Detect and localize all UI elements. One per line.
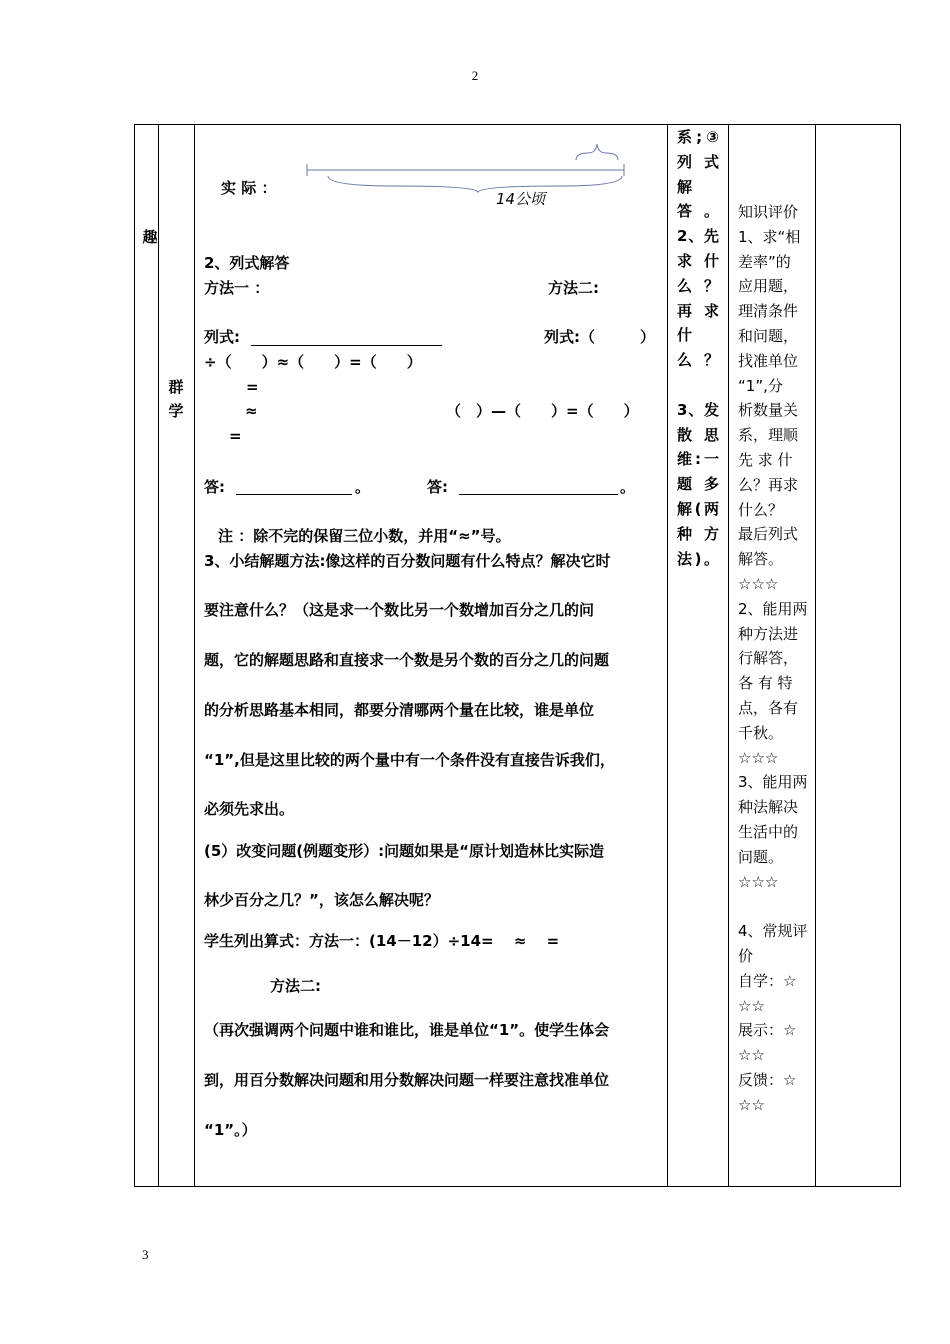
formula-blank: [251, 345, 442, 346]
actual-label: 实 际 ：: [221, 179, 277, 197]
table-divider: [667, 124, 668, 1187]
student-formula: 学生列出算式：方法一：(14－12）÷14= ≈ =: [204, 932, 560, 950]
table-divider: [194, 124, 195, 1187]
footer-number: 3: [142, 1247, 149, 1262]
table-divider: [815, 124, 816, 1187]
equals-sign: =: [246, 378, 259, 396]
table-divider: [158, 124, 159, 1187]
table-divider: [728, 124, 729, 1187]
note-text: 注 ：除不完的保留三位小数，并用“≈”号。: [218, 527, 511, 545]
line-segment-diagram: [300, 140, 640, 215]
method1-label: 方法一 ：: [204, 279, 270, 297]
variation-line: (5）改变问题(例题变形）:问题如果是“原计划造林比实际造: [204, 842, 605, 860]
method2-label: 方法二:: [548, 279, 599, 297]
evaluation-column: 知识评价 1、求“相 差率”的 应用题， 理清条件 和问题， 找准单位 “1”,分 析数量关 系，理顺 先 求 什 么？再求 什么？ 最后列式 解答。 ☆☆☆ 2、能用两 种方法进 行解答， 各 有 特 点，各有 千秋。 ☆☆☆ 3、能用两 种法解决 生活中的 问题。 ☆☆☆ 4、常规评 价 自学：☆ ☆☆ 展示：☆ ☆☆ 反馈：☆ ☆☆: [738, 203, 808, 1114]
summary-line: 题，它的解题思路和直接求一个数是另个数的百分之几的问题: [204, 651, 610, 669]
method2-label: 方法二:: [270, 977, 321, 995]
summary-line: 要注意什么？（这是求一个数比另一个数增加百分之几的问: [204, 601, 595, 619]
emphasis-line: 到，用百分数解决问题和用分数解决问题一样要注意找准单位: [204, 1071, 610, 1089]
summary-line: 必须先求出。: [204, 800, 295, 818]
summary-line: 3、小结解题方法:像这样的百分数问题有什么特点？解决它时: [204, 552, 611, 570]
formula-right: 列式:（ ）: [544, 328, 655, 346]
section2-heading: 2、列式解答: [204, 254, 290, 272]
summary-line: “1”,但是这里比较的两个量中有一个条件没有直接告诉我们，: [204, 751, 615, 769]
approx-sign: ≈: [245, 402, 258, 420]
column1-label: 趣: [142, 228, 158, 246]
answer-left-label: 答:: [204, 478, 225, 496]
column2-label-top: 群: [168, 378, 184, 396]
emphasis-line: （再次强调两个问题中谁和谁比，谁是单位“1”。使学生体会: [204, 1021, 610, 1039]
variation-line: 林少百分之几？”，该怎么解决呢？: [204, 891, 439, 909]
method2-equation: （ ）—（ ）=（ ）: [446, 402, 639, 420]
answer-blank: [459, 494, 618, 495]
answer-blank: [236, 494, 352, 495]
length-label: 14公顷: [496, 190, 546, 208]
teaching-intent-column: 系;③ 列式 解答。 2、先 求什 么？ 再求 什 么？ 3、发 散思 维:一 题多 解(两 种方 法)。: [677, 128, 719, 568]
emphasis-line: “1”。）: [204, 1121, 257, 1139]
answer-period: 。: [620, 478, 636, 496]
column2-label-bottom: 学: [168, 402, 184, 420]
formula-left-label: 列式:: [204, 328, 240, 346]
formula-right-continued: ÷（ ）≈（ ）=（ ）: [204, 353, 422, 371]
summary-line: 的分析思路基本相同，都要分清哪两个量在比较，谁是单位: [204, 701, 595, 719]
answer-right-label: 答:: [427, 478, 448, 496]
answer-period: 。: [355, 478, 371, 496]
page-number: 2: [471, 68, 479, 83]
equals-sign: =: [229, 427, 242, 445]
